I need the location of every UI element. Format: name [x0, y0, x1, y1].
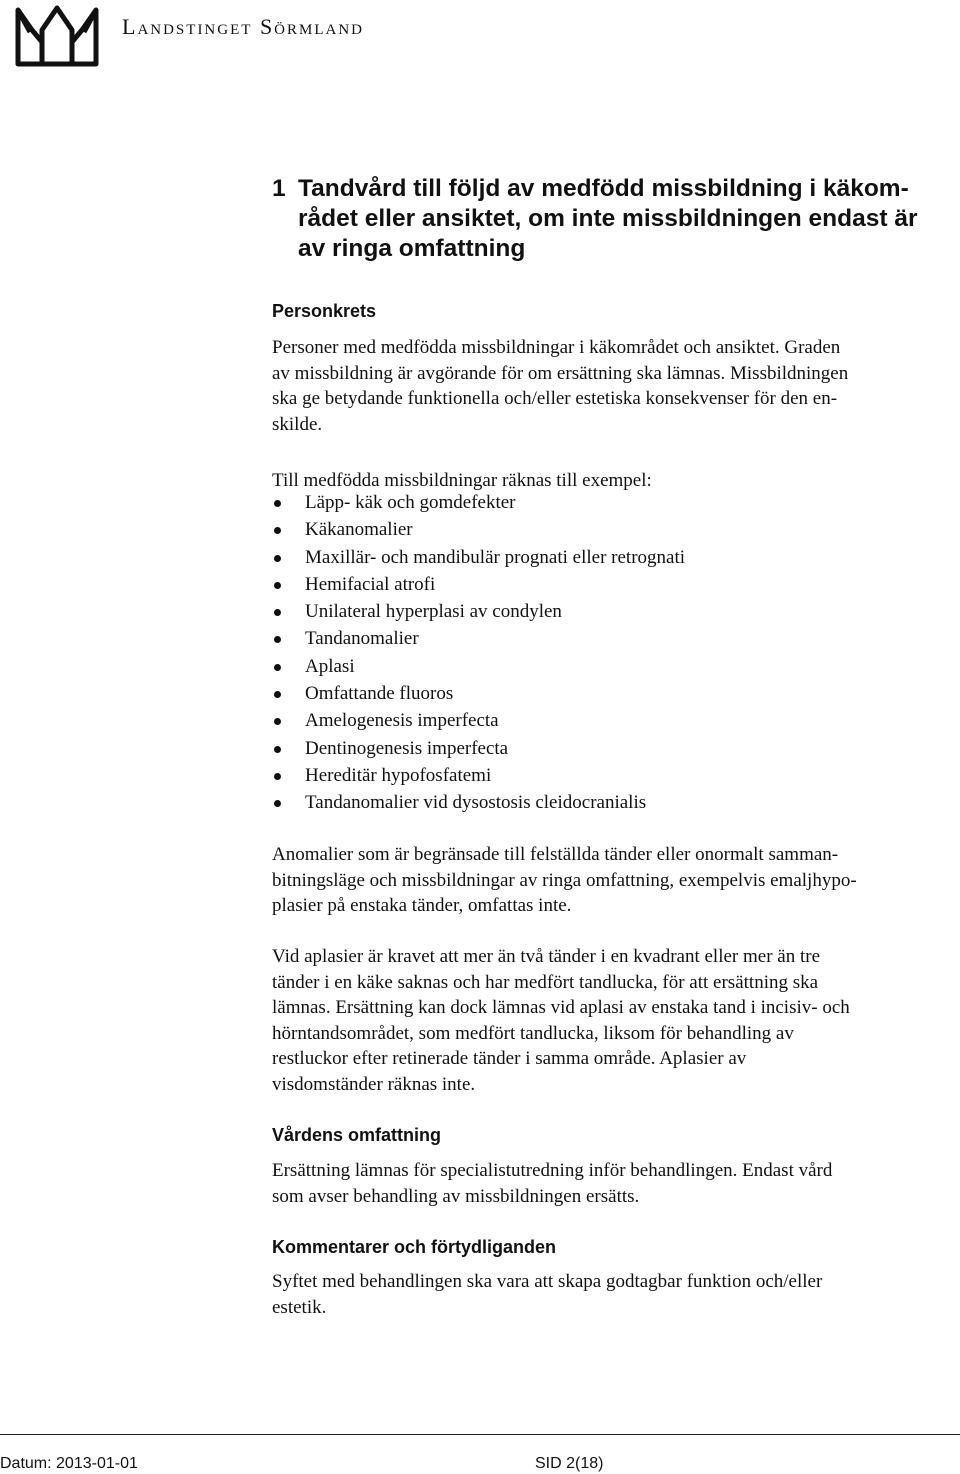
- list-item: [272, 598, 685, 625]
- list-item: [272, 489, 685, 516]
- bullet-icon: [274, 500, 281, 507]
- personkrets-paragraph: Personer med medfödda missbildningar i käkområdet och ansiktet. Graden av missbildning är avgörande för om ersättning ska lämnas. Missbildningen ska ge betydande funktionella och/eller estetiska konsekvenser för den en- skilde.: [272, 337, 849, 435]
- list-item-text: Dentinogenesis imperfecta: [305, 737, 509, 759]
- list-item: [272, 762, 685, 789]
- bullet-icon: [274, 773, 281, 780]
- bullet-icon: [274, 664, 281, 671]
- anomalier-paragraph: Anomalier som är begränsade till felställda tänder eller onormalt samman- bitningsläge och missbildningar av ringa omfattning, exempelvis emaljhypo- plasier på enstaka tänder, omfattas inte.: [272, 844, 857, 916]
- bullet-icon: [274, 691, 281, 698]
- aplasier-paragraph: Vid aplasier är kravet att mer än två tänder i en kvadrant eller mer än tre tänder i en käke saknas och har medfört tandlucka, för att ersättning ska lämnas. Ersättning kan dock lämnas vid aplasi av enstaka tand i incisiv- och hörntandsområdet, som medfört tandlucka, liksom för behandling av restluckor efter retinerade tänder i samma område. Aplasier av visdomständer räknas inte.: [272, 946, 850, 1095]
- footer-date: Datum: 2013-01-01: [0, 1455, 138, 1472]
- list-intro: Till medfödda missbildningar räknas till exempel:: [272, 470, 652, 491]
- tulip-logo-icon: [2, 2, 112, 68]
- section-title-text: Tandvård till följd av medfödd missbildning i käkom- rådet eller ansiktet, om inte missbildningen endast är av ringa omfattning: [298, 175, 918, 262]
- kommentarer-heading: Kommentarer och förtydliganden: [272, 1237, 557, 1257]
- list-item-text: Käkanomalier: [305, 519, 413, 541]
- list-item-text: Aplasi: [305, 655, 355, 677]
- footer-divider: [0, 1434, 960, 1435]
- bullet-icon: [274, 609, 281, 616]
- list-item-text: Tandanomalier: [305, 628, 419, 650]
- list-item: [272, 571, 685, 598]
- bullet-icon: [274, 746, 281, 753]
- list-item: [272, 707, 685, 734]
- list-item-text: Unilateral hyperplasi av condylen: [305, 601, 562, 623]
- kommentarer-paragraph: Syftet med behandlingen ska vara att skapa godtagbar funktion och/eller estetik.: [272, 1271, 823, 1318]
- bullet-icon: [274, 582, 281, 589]
- list-item: [272, 789, 685, 816]
- list-item-text: Maxillär- och mandibulär prognati eller retrognati: [305, 546, 686, 568]
- list-item-text: Omfattande fluoros: [305, 683, 454, 705]
- section-number: 1: [272, 175, 286, 202]
- list-item-text: Läpp- käk och gomdefekter: [305, 492, 516, 513]
- organization-name-second: Sörmland: [259, 14, 365, 39]
- list-item: [272, 680, 685, 707]
- vardens-omfattning-paragraph: Ersättning lämnas för specialistutredning inför behandlingen. Endast vård som avser behandling av missbildningen ersätts.: [272, 1160, 833, 1207]
- list-item: [272, 625, 685, 652]
- list-item-text: Amelogenesis imperfecta: [305, 710, 499, 732]
- missbildningar-list: [272, 489, 685, 817]
- bullet-icon: [274, 636, 281, 643]
- list-item: [272, 653, 685, 680]
- bullet-icon: [274, 527, 281, 534]
- list-item: [272, 735, 685, 762]
- personkrets-heading: Personkrets: [272, 301, 377, 321]
- organization-name-first: Landstinget: [122, 14, 253, 39]
- bullet-icon: [274, 718, 281, 725]
- list-item-text: Hemifacial atrofi: [305, 573, 436, 595]
- organization-name: [122, 14, 364, 40]
- footer-page-number: SID 2(18): [535, 1455, 604, 1472]
- vardens-omfattning-heading: Vårdens omfattning: [272, 1125, 442, 1145]
- bullet-icon: [274, 800, 281, 807]
- list-item: [272, 544, 685, 571]
- list-item: [272, 516, 685, 543]
- bullet-icon: [274, 555, 281, 562]
- list-item-text: Hereditär hypofosfatemi: [305, 764, 492, 786]
- list-item-text: Tandanomalier vid dysostosis cleidocranialis: [305, 792, 647, 814]
- section-title: [272, 174, 960, 264]
